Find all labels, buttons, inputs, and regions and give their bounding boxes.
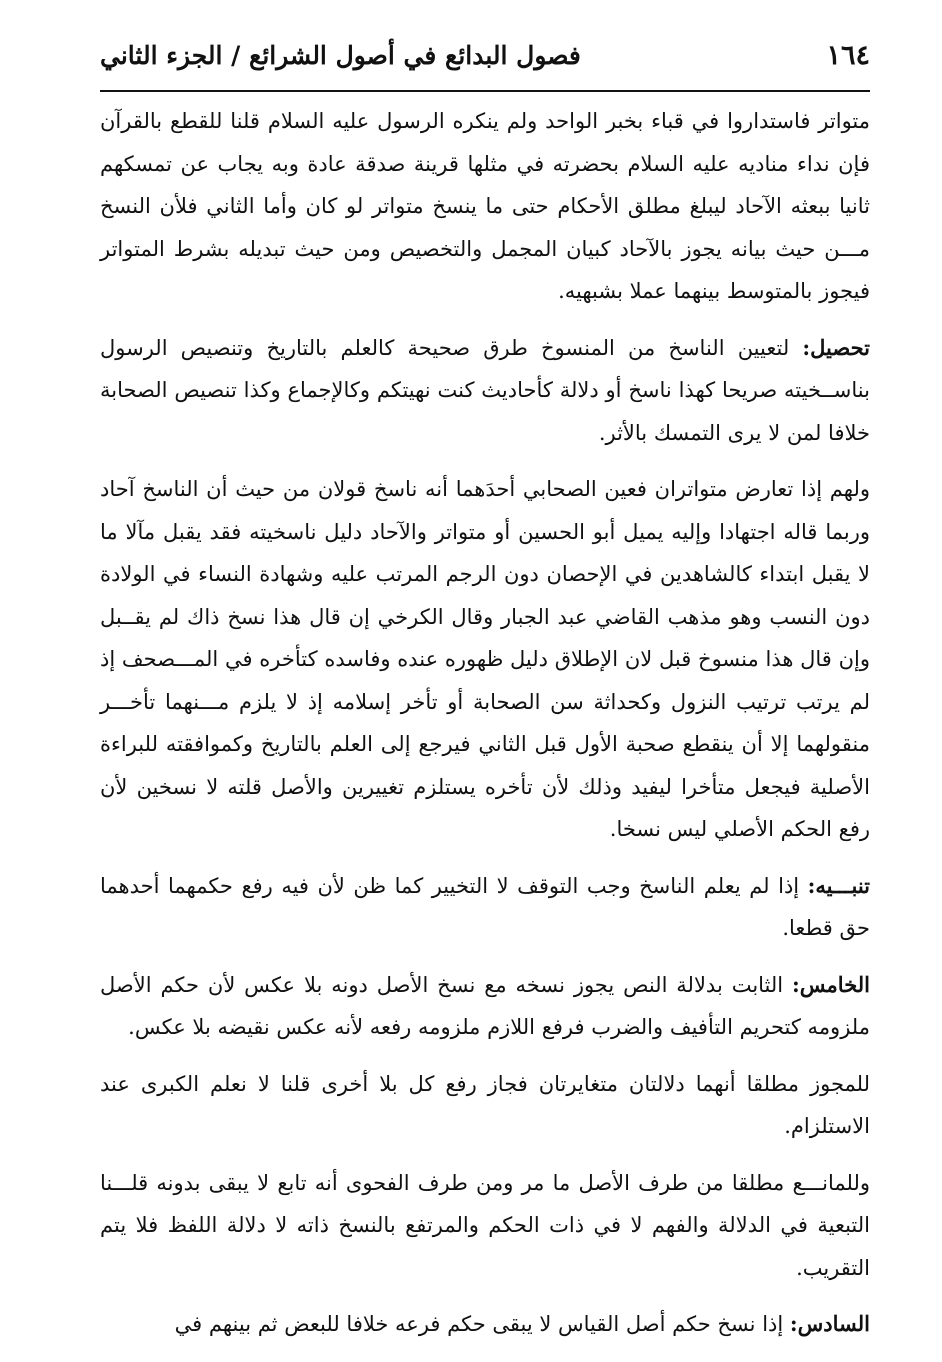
paragraph-6 <box>100 1063 870 1148</box>
paragraph-6-text: للمجوز مطلقا أنهما دلالتان متغايرتان فجاز رفع كل بلا أخرى قلنا لا نعلم الكبرى عند الاستلزام. <box>100 1071 870 1138</box>
paragraph-khamis-text: الثابت بدلالة النص يجوز نسخه مع نسخ الأصل دونه بلا عكس لأن حكم الأصل ملزومه كتحريم التأفيف والضرب فرفع اللازم ملزومه رفعه لأنه عكس نقيضه بلا عكس. <box>100 972 870 1039</box>
paragraph-1-text: متواتر فاستداروا في قباء بخبر الواحد ولم ينكره الرسول عليه السلام قلنا للقطع بالقرآن فإن نداء مناديه عليه السلام بحضرته في مثلها قرينة صدقة عادة وبه يجاب عن تمسكهم ثانيا ببعثه الآحاد ليبلغ مطلق الأحكام حتى ما ينسخ متواتر لو كان وأما الثاني فلأن النسخ مـــن حيث بيانه يجوز بالآحاد كبيان المجمل والتخصيص ومن حيث تبديله بشرط المتواتر فيجوز بالمتوسط بينهما عملا بشبهيه. <box>100 109 870 303</box>
running-header <box>100 40 870 88</box>
paragraph-7-text: وللمانـــع مطلقا من طرف الأصل ما مر ومن طرف الفحوى أنه تابع لا يبقى بدونه قلـــنا التبعية في الدلالة والفهم لا في ذات الحكم والمرتفع بالنسخ ذاته لا دلالة اللفظ فلا يتم التقريب. <box>100 1170 870 1280</box>
paragraph-tanbih <box>100 865 870 950</box>
paragraph-tanbih-text: إذا لم يعلم الناسخ وجب التوقف لا التخيير كما ظن لأن فيه رفع حكمهما أحدهما حق قطعا. <box>100 873 870 940</box>
paragraph-tanbih-heading: تنبـــيه: <box>807 872 870 898</box>
paragraph-sadis-text: إذا نسخ حكم أصل القياس لا يبقى حكم فرعه خلافا للبعض ثم بينهم في <box>174 1312 790 1336</box>
paragraph-tahsil <box>100 327 870 455</box>
paragraph-tahsil-text: لتعيين الناسخ من المنسوخ طرق صحيحة كالعلم بالتاريخ وتنصيص الرسول بناســخيته صريحا كهذا ناسخ أو دلالة كأحاديث كنت نهيتكم وكالإجماع وكذا تنصيص الصحابة خلافا لمن لا يرى التمسك بالأثر. <box>100 335 870 445</box>
paragraph-sadis-heading: السادس: <box>789 1311 870 1336</box>
header-rule <box>100 90 870 92</box>
paragraph-3 <box>100 468 870 851</box>
paragraph-tahsil-heading: تحصيل: <box>802 334 870 360</box>
paragraph-1 <box>100 100 870 313</box>
page-number: ١٦٤ <box>826 40 870 71</box>
paragraph-3-text: ولهم إذا تعارض متواتران فعين الصحابي أحدَهما أنه ناسخ قولان من حيث أن الناسخ آحاد وربما قاله اجتهادا وإليه يميل أبو الحسين أو متواتر والآحاد دليل ناسخيته فقد يقبل مآلا ما لا يقبل ابتداء كالشاهدين في الإحصان دون الرجم المرتب عليه وشهادة النساء في الولادة دون النسب وهو مذهب القاضي عبد الجبار وقال الكرخي إن قال هذا نسخ ذاك لم يقــبل وإن قال هذا منسوخ قبل لان الإطلاق دليل ظهوره عنده وفاسده كتأخره في المـــصحف إذ لم يرتب ترتيب النزول وكحداثة سن الصحابة أو تأخر إسلامه إذ لا يلزم مـــنهما تأخـــر منقولهما إلا أن ينقطع صحبة الأول قبل الثاني فيرجع إلى العلم بالتاريخ وكموافقته للبراءة الأصلية فيجعل متأخرا ليفيد وذلك لأن تأخره يستلزم تغييرين والأصل قلته لا نسخين لأن رفع الحكم الأصلي ليس نسخا. <box>100 477 870 841</box>
paragraph-khamis-heading: الخامس: <box>792 971 870 997</box>
running-title: فصول البدائع في أصول الشرائع / الجزء الثاني <box>100 41 581 70</box>
paragraph-sadis <box>100 1303 870 1346</box>
paragraph-7 <box>100 1162 870 1290</box>
paragraph-khamis <box>100 964 870 1049</box>
body-text <box>100 100 870 1346</box>
